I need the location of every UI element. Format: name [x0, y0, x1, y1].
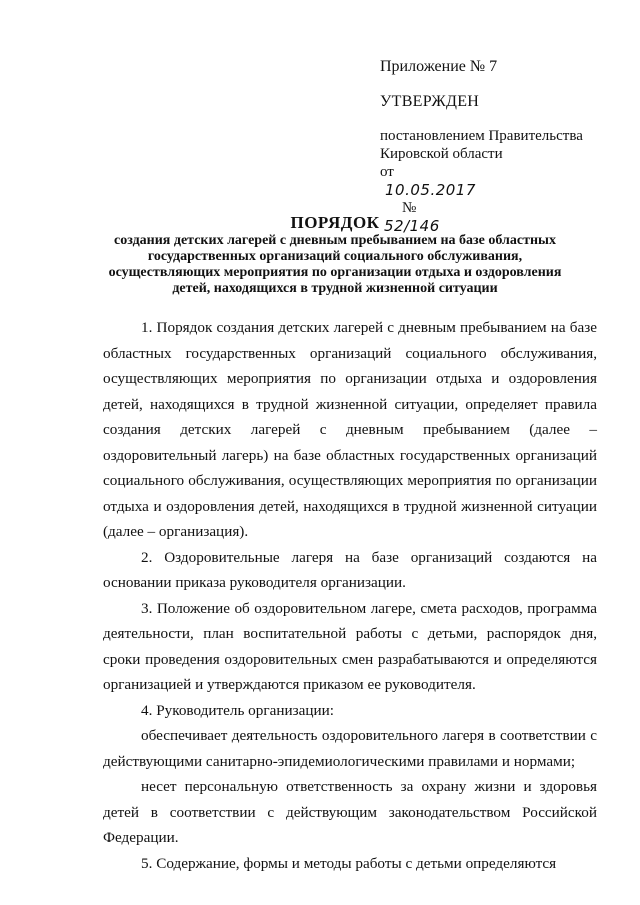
approved-label: УТВЕРЖДЕН — [380, 93, 480, 110]
paragraph-3: 3. Положение об оздоровительном лагере, смета расходов, программа деятельности, план воспитательной работы с детьми, распорядок дня, сроки проведения оздоровительных смен разрабатываются и определяются организацией и утверждаются приказом ее руководителя. — [103, 599, 597, 693]
title-line-4: детей, находящихся в трудной жизненной ситуации — [172, 281, 498, 296]
paragraph-4-item-2: несет персональную ответственность за охрану жизни и здоровья детей в соответствии с действующим законодательством Российской Федерации. — [103, 778, 597, 846]
appendix-label: Приложение № 7 — [380, 58, 498, 75]
handwritten-number: 52/146 — [384, 217, 440, 235]
resolution-line-2: Кировской области — [380, 146, 503, 162]
document-title — [95, 213, 575, 297]
resolution-line-1: постановлением Правительства — [380, 128, 583, 144]
title-main: ПОРЯДОК — [290, 213, 380, 232]
paragraph-2: 2. Оздоровительные лагеря на базе организаций создаются на основании приказа руководителя организации. — [103, 548, 597, 591]
title-line-1: создания детских лагерей с дневным пребыванием на базе областных — [114, 233, 556, 248]
paragraph-4-item-1: обеспечивает деятельность оздоровительного лагеря в соответствии с действующими санитарно-эпидемиологическими правилами и нормами; — [103, 727, 597, 770]
title-line-3: осуществляющих мероприятия по организации отдыха и оздоровления — [108, 265, 562, 280]
paragraph-5: 5. Содержание, формы и методы работы с детьми определяются — [141, 854, 557, 872]
document-body — [103, 315, 597, 876]
date-prefix: от — [380, 164, 394, 180]
handwritten-date: 10.05.2017 — [385, 181, 476, 199]
paragraph-1: 1. Порядок создания детских лагерей с дневным пребыванием на базе областных государственных организаций социального обслуживания, осуществляющих мероприятия по организации отдыха и оздоровления детей, находящихся в трудной жизненной ситуации, определяет правила создания детских лагерей с дневным пребыванием (далее – оздоровительный лагерь) на базе областных государственных организаций социального обслуживания, осуществляющих мероприятия по организации отдыха и оздоровления детей, находящихся в трудной жизненной ситуации (далее – организация). — [103, 319, 597, 540]
paragraph-4: 4. Руководитель организации: — [141, 701, 334, 719]
title-line-2: государственных организаций социального обслуживания, — [147, 249, 523, 264]
approval-header — [380, 58, 620, 235]
number-prefix: № — [402, 200, 417, 216]
